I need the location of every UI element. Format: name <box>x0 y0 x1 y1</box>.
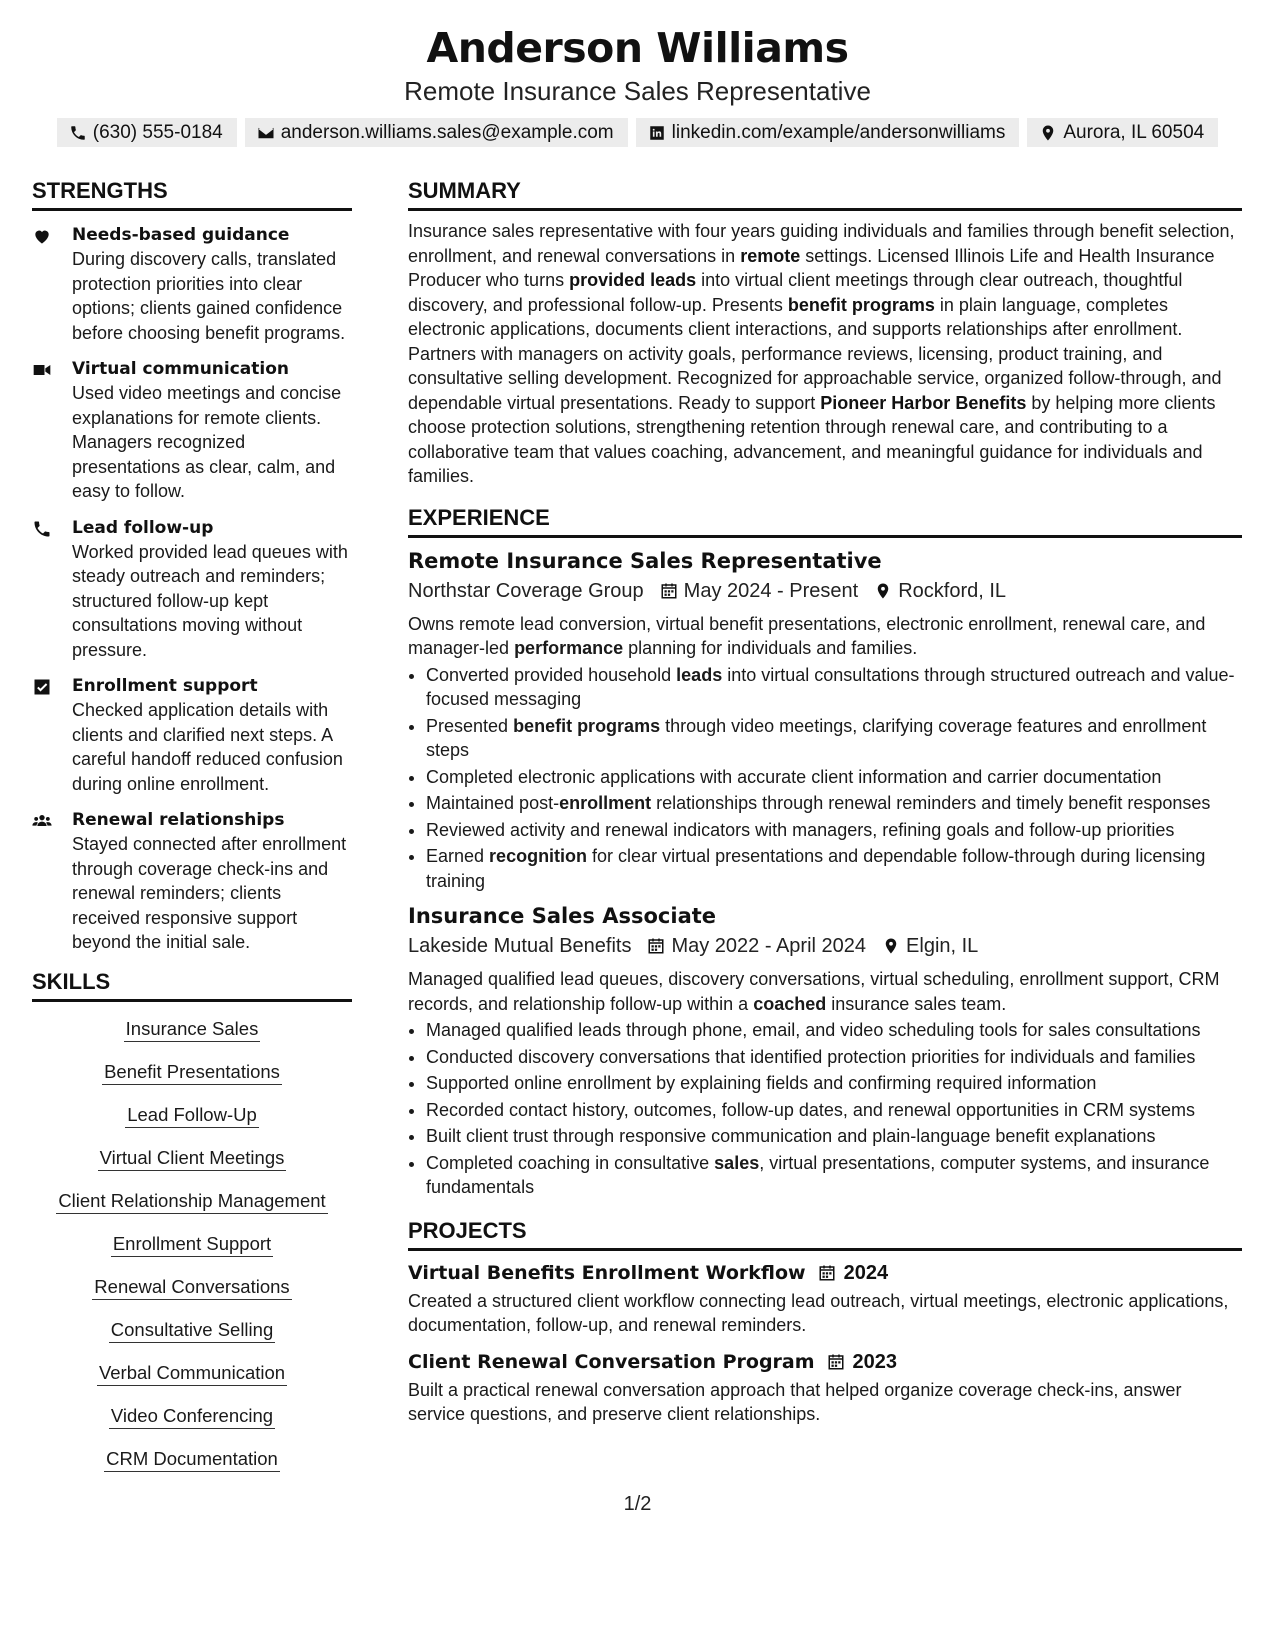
project-title <box>408 1348 1242 1376</box>
job-company: Lakeside Mutual Benefits <box>408 935 632 957</box>
skill-label: Verbal Communication <box>97 1360 287 1386</box>
job-company: Northstar Coverage Group <box>408 579 644 602</box>
strength-desc: During discovery calls, translated protection priorities into clear options; clients gained confidence before choosing benefit programs. <box>72 249 346 343</box>
page-number: 1/2 <box>623 1493 652 1515</box>
job-meta <box>408 931 1242 961</box>
map-pin-icon <box>874 582 892 600</box>
job-entry <box>408 901 1242 1200</box>
strengths-list <box>32 223 352 955</box>
skill-item <box>32 1360 352 1386</box>
skill-label: Virtual Client Meetings <box>98 1145 287 1171</box>
envelope-icon <box>257 124 275 142</box>
strength-title: Lead follow-up <box>72 517 214 538</box>
calendar-icon <box>818 1264 836 1282</box>
strength-desc: Checked application details with clients and clarified next steps. A careful handoff reduced confusion during online enrollment. <box>72 700 343 794</box>
job-bullet: • Built client trust through responsive communication and plain-language benefit explanations <box>426 1124 1242 1149</box>
skill-label: Enrollment Support <box>111 1231 273 1257</box>
checkbox-icon <box>32 677 52 697</box>
job-bullet: • Conducted discovery conversations that identified protection priorities for individuals and families <box>426 1045 1242 1070</box>
strength-desc: Worked provided lead queues with steady outreach and reminders; structured follow-up kept consultations moving without pressure. <box>72 541 348 660</box>
contact-email[interactable] <box>245 118 628 147</box>
contact-phone[interactable] <box>57 118 237 147</box>
job-bullet: • Managed qualified leads through phone, email, and video scheduling tools for sales consultations <box>426 1018 1242 1043</box>
strength-title: Virtual communication <box>72 359 290 379</box>
skill-label: Renewal Conversations <box>92 1274 291 1300</box>
skill-item <box>32 1231 352 1257</box>
skills-list <box>32 1016 352 1472</box>
job-bullet: • Earned recognition for clear virtual presentations and dependable follow-through during licensing training <box>426 844 1242 893</box>
skills-section <box>32 967 352 1472</box>
calendar-icon <box>660 582 678 600</box>
job-bullet: • Completed coaching in consultative sales, virtual presentations, computer systems, and insurance fundamentals <box>426 1151 1242 1200</box>
job-entry <box>408 546 1242 894</box>
experience-title: EXPERIENCE <box>408 503 1242 538</box>
project-year: 2024 <box>843 1261 889 1284</box>
skill-item <box>32 1446 352 1472</box>
job-bullets <box>408 1018 1242 1200</box>
project-name: Virtual Benefits Enrollment Workflow <box>408 1261 806 1284</box>
project-desc: Built a practical renewal conversation approach that helped organize coverage check-ins, answer service questions, and preserve client relationships. <box>408 1379 1182 1424</box>
project-year: 2023 <box>852 1350 898 1373</box>
job-dates: May 2024 - Present <box>683 579 859 602</box>
project-title <box>408 1259 1242 1287</box>
phone-icon <box>32 519 52 539</box>
skill-item <box>32 1188 352 1214</box>
contact-bar <box>0 118 1275 147</box>
strength-item <box>32 516 352 663</box>
resume-body <box>32 176 1242 1489</box>
job-location: Rockford, IL <box>898 579 1007 602</box>
skill-label: Benefit Presentations <box>102 1059 282 1085</box>
job-bullet: • Completed electronic applications with accurate client information and carrier documentation <box>426 765 1242 790</box>
job-bullet: • Maintained post-enrollment relationships through renewal reminders and timely benefit responses <box>426 791 1242 816</box>
strength-desc: Used video meetings and concise explanations for remote clients. Managers recognized presentations as clear, calm, and easy to follow. <box>72 383 342 501</box>
job-title: Insurance Sales Associate <box>408 904 717 928</box>
job-bullets <box>408 663 1242 894</box>
heart-icon <box>32 226 52 246</box>
phone-icon <box>69 124 87 142</box>
project-name: Client Renewal Conversation Program <box>408 1350 815 1373</box>
skill-label: Client Relationship Management <box>56 1188 327 1214</box>
project-entry <box>408 1259 1242 1338</box>
right-column <box>408 176 1242 1489</box>
strength-item <box>32 223 352 345</box>
summary-title: SUMMARY <box>408 176 1242 211</box>
skill-item <box>32 1102 352 1128</box>
calendar-icon <box>647 937 665 955</box>
job-location: Elgin, IL <box>906 935 979 957</box>
resume-header <box>0 0 1275 147</box>
map-pin-icon <box>1039 124 1057 142</box>
strength-item <box>32 808 352 955</box>
strength-item <box>32 357 352 504</box>
job-description: Managed qualified lead queues, discovery conversations, virtual scheduling, enrollment support, CRM records, and relationship follow-up within a coached insurance sales team. <box>408 969 1220 1014</box>
skill-item <box>32 1403 352 1429</box>
job-meta <box>408 576 1242 606</box>
job-bullet: • Converted provided household leads into virtual consultations through structured outreach and value-focused messaging <box>426 663 1242 712</box>
strengths-title: STRENGTHS <box>32 176 352 211</box>
job-dates: May 2022 - April 2024 <box>671 935 867 957</box>
skill-label: Insurance Sales <box>124 1016 261 1042</box>
skill-item <box>32 1016 352 1042</box>
job-bullet: • Recorded contact history, outcomes, follow-up dates, and renewal opportunities in CRM systems <box>426 1098 1242 1123</box>
left-column <box>32 176 352 1489</box>
job-bullet: • Supported online enrollment by explaining fields and confirming required information <box>426 1071 1242 1096</box>
contact-location <box>1027 118 1218 147</box>
job-title: Remote Insurance Sales Representative <box>408 548 882 573</box>
skill-label: CRM Documentation <box>104 1446 280 1472</box>
users-icon <box>32 811 52 831</box>
skill-label: Lead Follow-Up <box>125 1102 259 1128</box>
skill-label: Video Conferencing <box>109 1403 275 1429</box>
calendar-icon <box>827 1353 845 1371</box>
strength-title: Renewal relationships <box>72 810 285 830</box>
map-pin-icon <box>882 937 900 955</box>
strength-item <box>32 674 352 796</box>
skill-item <box>32 1274 352 1300</box>
skill-item <box>32 1317 352 1343</box>
contact-location-text: Aurora, IL 60504 <box>1063 122 1205 143</box>
strength-title: Enrollment support <box>72 676 258 696</box>
skill-label: Consultative Selling <box>109 1317 275 1343</box>
candidate-name: Anderson Williams <box>426 24 849 72</box>
summary-text: Insurance sales representative with four years guiding individuals and families through benefit selection, enrollment, and renewal conversations in remote settings. Licensed Illinois Life and Health Insurance Producer who turns provided leads into virtual client meetings through clear outreach, thoughtful discovery, and professional follow-up. Presents benefit programs in plain language, completes electronic applications, documents client interactions, and supports relationships after enrollment. Partners with managers on activity goals, performance reviews, licensing, product training, and consultative selling development. Recognized for approachable service, organized follow-through, and dependable virtual presentations. Ready to support Pioneer Harbor Benefits by helping more clients choose protection solutions, strengthening retention through renewal care, and contributing to a collaborative team that values coaching, advancement, and meaningful guidance for individuals and families. <box>408 221 1235 486</box>
contact-linkedin-text: linkedin.com/example/andersonwilliams <box>671 122 1006 143</box>
skill-item <box>32 1145 352 1171</box>
project-entry <box>408 1348 1242 1427</box>
video-camera-icon <box>32 360 52 380</box>
project-desc: Created a structured client workflow connecting lead outreach, virtual meetings, electronic applications, documentation, follow-up, and renewal reminders. <box>408 1290 1229 1335</box>
job-description: Owns remote lead conversion, virtual benefit presentations, electronic enrollment, renewal care, and manager-led performance planning for individuals and families. <box>408 613 1206 658</box>
linkedin-icon <box>648 124 666 142</box>
job-bullet: • Presented benefit programs through video meetings, clarifying coverage features and enrollment steps <box>426 714 1242 763</box>
strength-desc: Stayed connected after enrollment through coverage check-ins and renewal reminders; clients received responsive support beyond the initial sale. <box>72 834 347 952</box>
contact-phone-text: (630) 555-0184 <box>92 122 223 143</box>
strength-title: Needs-based guidance <box>72 225 290 245</box>
skill-item <box>32 1059 352 1085</box>
skills-title: SKILLS <box>32 967 352 1002</box>
job-bullet: • Reviewed activity and renewal indicators with managers, refining goals and follow-up priorities <box>426 818 1242 843</box>
contact-email-text: anderson.williams.sales@example.com <box>280 122 614 143</box>
contact-linkedin[interactable] <box>636 118 1020 147</box>
candidate-role: Remote Insurance Sales Representative <box>404 76 871 106</box>
projects-title: PROJECTS <box>408 1216 1242 1251</box>
